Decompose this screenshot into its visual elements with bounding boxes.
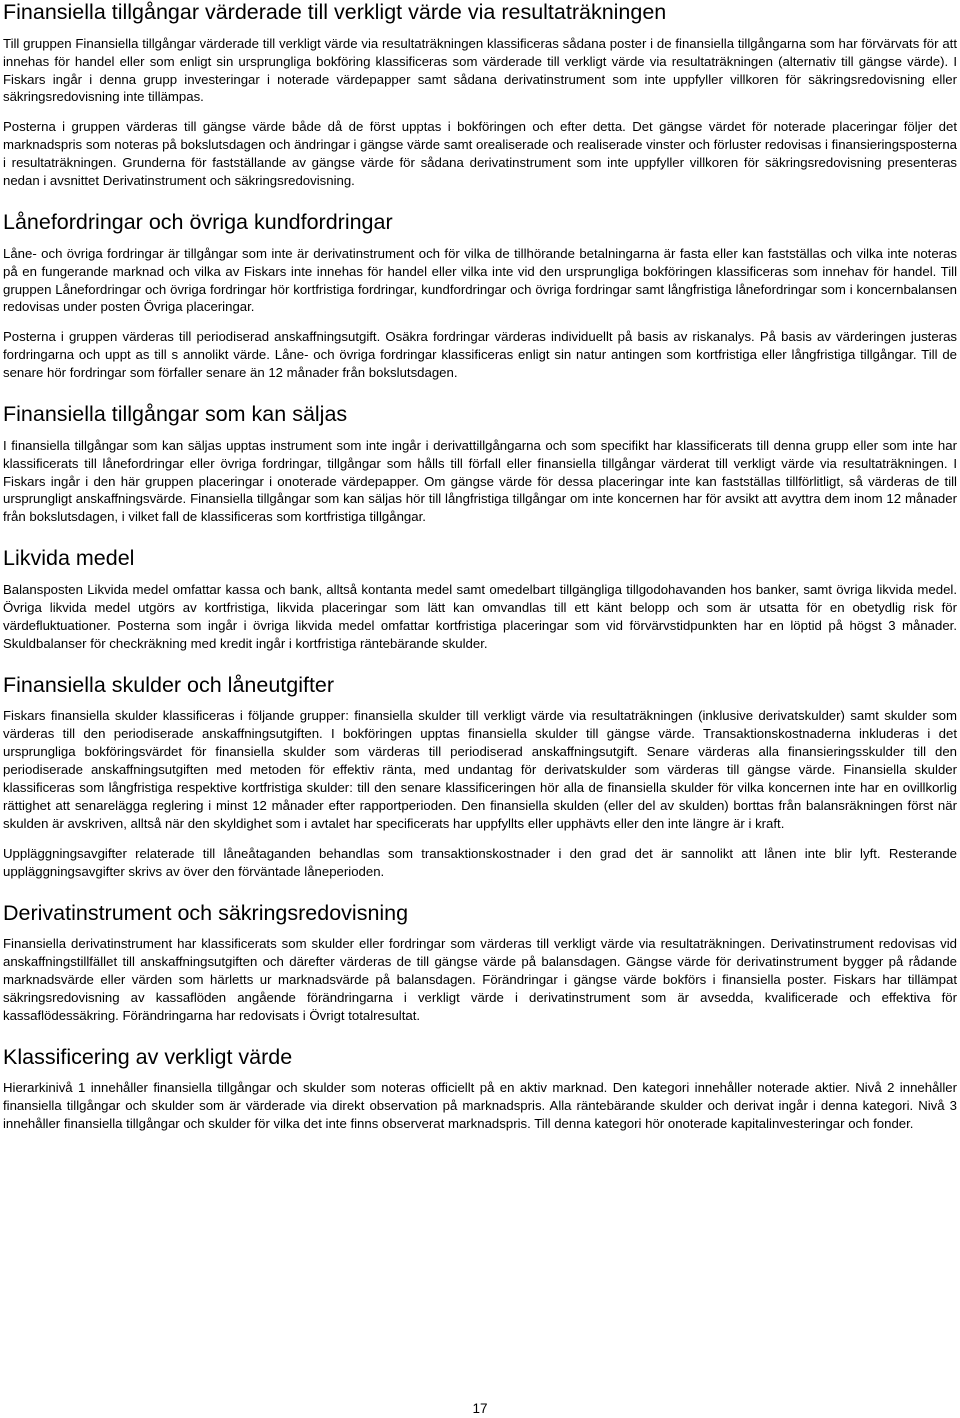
- paragraph-loans-2: Posterna i gruppen värderas till periodiserad anskaffningsutgift. Osäkra fordringar värderas individuellt på basis av riskanalys. På basis av värderingen justeras fordringarna och uppt as till s annolikt värde. Låne- och övriga fordringar klassificeras enligt sin natur antingen som kortfristiga eller långfristiga tillgångar. Till de senare hör fordringar som förfaller senare än 12 månader från bokslutsdagen.: [3, 329, 957, 381]
- section-heading-fair-value-hierarchy: Klassificering av verkligt värde: [3, 1044, 293, 1069]
- paragraph-loans-1: Låne- och övriga fordringar är tillgångar som inte är derivatinstrument och för vilka de tillhörande betalningarna är fasta eller kan fastställas och vilka inte noteras på en fungerande marknad och vilka av Fiskars inte innehas för handel eller vilka inte vid den ursprungliga bokföringen klassificeras som innehav för handel. Till gruppen Lånefordringar och övriga fordringar hör kortfristiga fordringar, kundfordringar och övriga fordringar samt långfristiga lånefordringar som i koncernbalansen redovisas under posten Övriga placeringar.: [3, 245, 957, 315]
- document-page: [3, 0, 957, 1133]
- section-heading-derivatives: Derivatinstrument och säkringsredovisning: [3, 900, 409, 925]
- section-heading-loans: Lånefordringar och övriga kundfordringar: [3, 209, 393, 234]
- paragraph-liabilities-1: Fiskars finansiella skulder klassificeras i följande grupper: finansiella skulder till verkligt värde via resultaträkningen (inklusive derivatskulder) samt skulder som värderas till den periodiserade anskaffningsutgiften. I bokföringen upptas finansiella skulder till gängse värde. Transaktionskostnaderna inkluderas i det ursprungliga bokföringsvärdet för finansiella skulder som värderas till periodiserad anskaffningsutgift. Senare värderas alla finansieringsskulder till den periodiserade anskaffningsutgiften med metoden för effektiv ränta, med undantag för derivatskulder som värderas till gängse värde. Finansiella skulder klassificeras som långfristiga respektive kortfristiga skulder: till den senare klassificeringen hör alla de finansiella skulder för vilka koncernen inte har en ovillkorlig rättighet att senarelägga reglering i minst 12 månader efter rapportperioden. Den finansiella skulden (eller del av skulden) borttas från balansräkningen först när skulden är avskriven, alltså när den skyldighet som i avtalet har specificerats har uppfyllts eller upphävts eller den inte längre är i kraft.: [3, 708, 957, 831]
- section-heading-cash: Likvida medel: [3, 546, 135, 571]
- paragraph-fvtpl-1: Till gruppen Finansiella tillgångar värderade till verkligt värde via resultaträkningen klassificeras sådana poster i de finansiella tillgångarna som har förvärvats för att innehas för handel eller som enligt sin ursprungliga bokföring klassificeras som värderade till verkligt värde via resultaträkningen (alternativ till gängse värde). I Fiskars ingår i denna grupp investeringar i noterade värdepapper samt sådana derivatinstrument som inte uppfyller villkoren för säkringsredovisning eller säkringsredovisning inte tillämpas.: [3, 35, 957, 105]
- section-heading-available-for-sale: Finansiella tillgångar som kan säljas: [3, 402, 348, 427]
- section-heading-liabilities: Finansiella skulder och låneutgifter: [3, 672, 335, 697]
- paragraph-cash-1: Balansposten Likvida medel omfattar kassa och bank, alltså kontanta medel samt omedelbart tillgängliga tillgodohavanden hos banker, samt övriga likvida medel. Övriga likvida medel utgörs av kortfristiga, likvida placeringar som lätt kan omvandlas till ett känt belopp och som är utsatta för en obetydlig risk för värdefluktuationer. Posterna som ingår i övriga likvida medel omfattar kortfristiga placeringar som vid förvärvstidpunkten har en löptid på högst 3 månader. Skuldbalanser för checkräkning med kredit ingår i kortfristiga räntebärande skulder.: [3, 582, 957, 651]
- page-number: 17: [472, 1401, 488, 1416]
- paragraph-fair-value-hierarchy-1: Hierarkinivå 1 innehåller finansiella tillgångar och skulder som noteras officiellt på en aktiv marknad. Den kategori innehåller noterade aktier. Nivå 2 innehåller finansiella tillgångar och skulder som är värderade via direkt observation på marknadspris. Alla räntebärande skulder och derivat ingår i denna kategori. Nivå 3 innehåller finansiella tillgångar och skulder för vilka det inte finns observerat marknadspris. Till denna kategori hör onoterade kapitalinvesteringar och fonder.: [3, 1080, 957, 1132]
- paragraph-liabilities-2: Uppläggningsavgifter relaterade till låneåtaganden behandlas som transaktionskostnader i den grad det är sannolikt att lånen inte blir lyft. Resterande uppläggningsavgifter skrivs av över den förväntade låneperioden.: [3, 845, 957, 879]
- paragraph-derivatives-1: Finansiella derivatinstrument har klassificerats som skulder eller fordringar som värderas till verkligt värde via resultaträkningen. Derivatinstrument redovisas vid anskaffningstillfället till anskaffningsutgiften och därefter värderas de till gängse värde på balansdagen. Gängse värde för derivatinstrument bygger på rådande marknadsvärde eller värden som härletts ur marknadsvärde på balansdagen. Förändringar i gängse värde bokförs i finansiella poster. Fiskars har tillämpat säkringsredovisning av kassaflöden angående förändringarna i verkligt värde i derivatinstrument som är avsedda, kvalificerade och effektiva för kassaflödessäkring. Förändringarna har redovisats i Övrigt totalresultat.: [3, 936, 957, 1023]
- paragraph-available-for-sale-1: I finansiella tillgångar som kan säljas upptas instrument som inte ingår i derivattillgångarna och som specifikt har klassificerats till denna grupp eller som inte har klassificerats till lånefordringar eller övriga fordringar, tillgångar som hålls till förfall eller finansiella tillgångar värderat till verkligt värde via resultaträkningen. I Fiskars ingår i den här gruppen placeringar i onoterade värdepapper. Om gängse värde för dessa placeringar inte kan fastställas tillförlitligt, så värderas de till ursprungligt anskaffningsvärde. Finansiella tillgångar som kan säljas hör till långfristiga tillgångar om inte koncernen har för avsikt att avyttra dem inom 12 månader från bokslutsdagen, i vilket fall de klassificeras som kortfristiga tillgångar.: [3, 437, 957, 525]
- paragraph-fvtpl-2: Posterna i gruppen värderas till gängse värde både då de först upptas i bokföringen och efter detta. Det gängse värdet för noterade placeringar följer det marknadspris som noteras på bokslutsdagen och ändringar i gängse värde samt orealiserade och realiserade vinster och förluster redovisas i finansieringsposterna i resultaträkningen. Grunderna för fastställande av gängse värde för sådana derivatinstrument som inte uppfyller villkoren för säkringsredovisning presenteras nedan i avsnittet Derivatinstrument och säkringsredovisning.: [3, 119, 957, 189]
- section-heading-fvtpl: Finansiella tillgångar värderade till verkligt värde via resultaträkningen: [3, 0, 667, 24]
